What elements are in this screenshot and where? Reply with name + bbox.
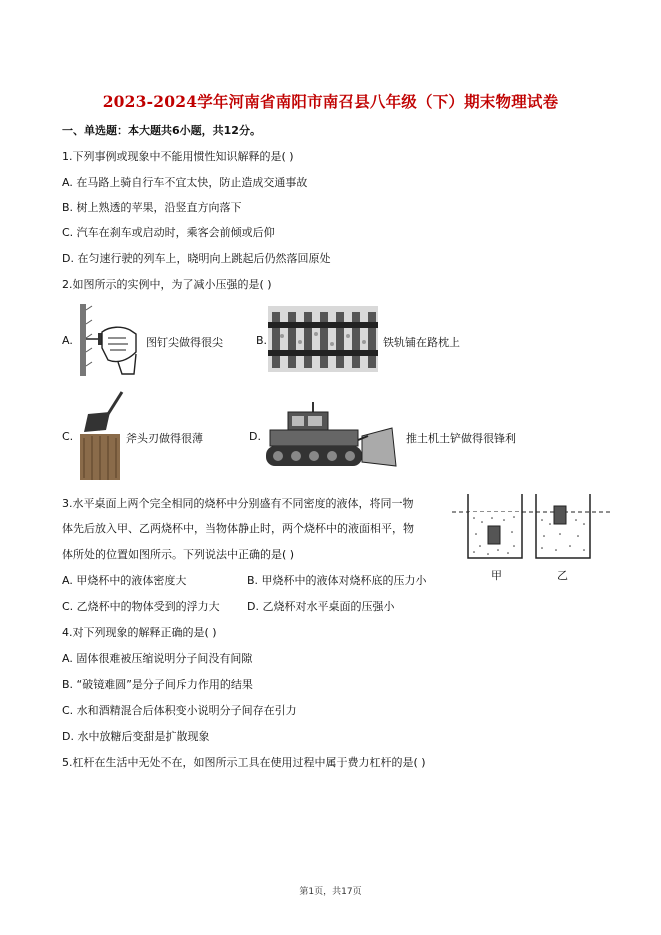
question-2-option-a-letter: A. — [62, 334, 73, 347]
question-3-stem-line-2: 体先后放入甲、乙两烧杯中，当物体静止时，两个烧杯中的液面相平，物 — [62, 522, 414, 535]
page-footer: 第1页，共17页 — [299, 887, 362, 897]
section-heading: 一、单选题：本大题共6小题，共12分。 — [62, 124, 261, 137]
question-2-option-b-letter: B. — [256, 334, 268, 347]
question-3-option-d: D. 乙烧杯对水平桌面的压强小 — [247, 600, 395, 613]
railway-track-image — [268, 306, 378, 372]
axe-on-log-image — [76, 390, 126, 482]
question-4-option-d: D. 水中放糖后变甜是扩散现象 — [62, 730, 210, 743]
page-title: 2023-2024学年河南省南阳市南召县八年级（下）期末物理试卷 — [102, 92, 559, 111]
question-1-option-d: D. 在匀速行驶的列车上，晓明向上跳起后仍然落回原处 — [62, 252, 331, 265]
beaker-label-jia: 甲 — [491, 569, 502, 582]
question-4-option-a: A. 固体很难被压缩说明分子间没有间隙 — [62, 652, 253, 665]
question-1-stem: 1.下列事例或现象中不能用惯性知识解释的是( ) — [62, 150, 294, 163]
question-3-option-b: B. 甲烧杯中的液体对烧杯底的压力小 — [247, 574, 427, 587]
bulldozer-image — [264, 400, 398, 472]
thumbtack-finger-image — [78, 304, 140, 376]
question-1-option-a: A. 在马路上骑自行车不宜太快，防止造成交通事故 — [62, 176, 308, 189]
question-3-option-c: C. 乙烧杯中的物体受到的浮力大 — [62, 600, 220, 613]
question-2-option-d-letter: D. — [249, 430, 261, 443]
question-4-option-c: C. 水和酒精混合后体积变小说明分子间存在引力 — [62, 704, 297, 717]
two-beakers-diagram — [452, 490, 612, 566]
question-4-option-b: B. “破镜难圆”是分子间斥力作用的结果 — [62, 678, 253, 691]
question-2-option-b-text: 铁轨铺在路枕上 — [383, 336, 460, 349]
question-3-option-a: A. 甲烧杯中的液体密度大 — [62, 574, 187, 587]
question-3-stem-line-1: 3.水平桌面上两个完全相同的烧杯中分别盛有不同密度的液体，将同一物 — [62, 497, 414, 510]
question-2-option-c-letter: C. — [62, 430, 74, 443]
beaker-label-yi: 乙 — [557, 569, 568, 582]
question-5-stem: 5.杠杆在生活中无处不在，如图所示工具在使用过程中属于费力杠杆的是( ) — [62, 756, 426, 769]
question-2-stem: 2.如图所示的实例中，为了减小压强的是( ) — [62, 278, 272, 291]
question-4-stem: 4.对下列现象的解释正确的是( ) — [62, 626, 217, 639]
question-1-option-b: B. 树上熟透的苹果，沿竖直方向落下 — [62, 201, 242, 214]
question-2-option-d-text: 推土机土铲做得很锋利 — [406, 432, 516, 445]
question-3-stem-line-3: 体所处的位置如图所示。下列说法中正确的是( ) — [62, 548, 295, 561]
question-2-option-a-text: 图钉尖做得很尖 — [146, 336, 223, 349]
question-1-option-c: C. 汽车在刹车或启动时，乘客会前倾或后仰 — [62, 226, 275, 239]
question-2-option-c-text: 斧头刃做得很薄 — [126, 432, 203, 445]
